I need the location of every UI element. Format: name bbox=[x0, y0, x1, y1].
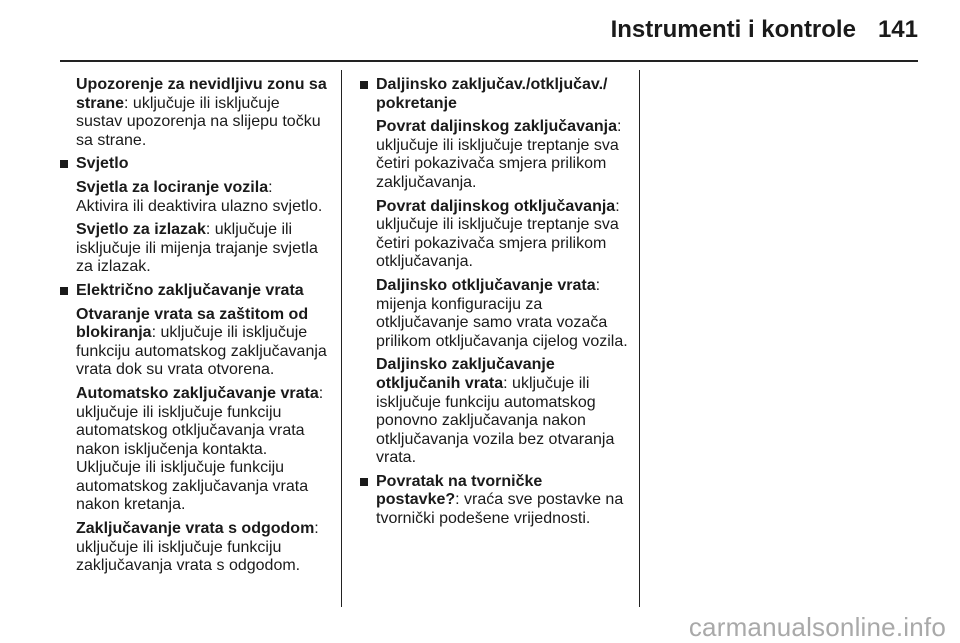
entry-text: : mijenja konfiguraciju za otključavanje samo vrata vozača prilikom otključavanja cijelog vozila. bbox=[376, 276, 628, 350]
entry-auto-door-lock bbox=[56, 385, 328, 515]
entry-term: Zaključavanje vrata s odgodom bbox=[76, 520, 315, 538]
entry-exit-lighting bbox=[56, 221, 328, 277]
bullet-square-icon bbox=[60, 160, 68, 168]
page-number: 141 bbox=[877, 16, 918, 43]
section-power-door-locks bbox=[56, 282, 328, 301]
entry-vehicle-locator-lights bbox=[56, 179, 328, 216]
section-heading: Povratak na tvorničke postavke? bbox=[376, 472, 543, 509]
watermark: carmanualsonline.info bbox=[688, 612, 946, 642]
entry-text: : uključuje ili isključuje sustav upozorenja na slijepu točku sa strane. bbox=[76, 94, 321, 149]
entry-text: : uključuje ili isključuje treptanje sva četiri pokazivača smjera prilikom zaključavanja. bbox=[376, 118, 622, 191]
entry-remote-door-unlock bbox=[356, 277, 628, 351]
column-divider-right bbox=[639, 70, 640, 607]
entry-term: Povrat daljinskog zaključavanja bbox=[376, 118, 617, 136]
entry-text: : vraća sve postavke na tvornički podešene vrijednosti. bbox=[376, 491, 624, 528]
entry-term: Svjetla za lociranje vozila bbox=[76, 178, 269, 196]
page-header bbox=[611, 16, 918, 44]
entry-remote-unlock-feedback bbox=[356, 198, 628, 272]
entry-remote-relock bbox=[356, 356, 628, 468]
section-factory-reset bbox=[356, 473, 628, 529]
entry-term: Daljinsko otključavanje vrata bbox=[376, 276, 596, 294]
bullet-square-icon bbox=[360, 478, 368, 486]
entry-text: : uključuje ili isključuje ili mijenja trajanje svjetla za izlazak. bbox=[76, 221, 318, 276]
section-remote-lock-unlock-start bbox=[356, 76, 628, 113]
page-title: Instrumenti i kontrole bbox=[610, 16, 856, 43]
entry-term: Otvaranje vrata sa zaštitom od blokiranja bbox=[76, 305, 309, 342]
column-1 bbox=[56, 76, 328, 581]
entry-open-door-anti-lockout bbox=[56, 306, 328, 380]
entry-remote-lock-feedback bbox=[356, 118, 628, 192]
entry-text: : uključuje ili isključuje treptanje sva četiri pokazivača smjera prilikom otključavanja. bbox=[376, 197, 620, 271]
column-divider-left bbox=[341, 70, 342, 607]
bullet-square-icon bbox=[60, 287, 68, 295]
section-heading: Svjetlo bbox=[76, 155, 129, 173]
entry-text: : uključuje ili isključuje funkciju automatskog otključavanja vrata nakon isključenja kontakta. Uključuje ili isključuje funkciju automatskog zaključavanja vrata nakon kretanja. bbox=[76, 384, 324, 514]
section-heading: Električno zaključavanje vrata bbox=[76, 281, 304, 299]
entry-blind-spot-warning bbox=[56, 76, 328, 150]
column-2 bbox=[356, 76, 628, 534]
bullet-square-icon bbox=[360, 81, 368, 89]
entry-term: Upozorenje za nevidljivu zonu sa strane bbox=[76, 76, 327, 112]
header-rule bbox=[60, 60, 918, 62]
entry-term: Svjetlo za izlazak bbox=[76, 221, 206, 239]
entry-text: : uključuje ili isključuje funkciju automatskog ponovno zaključavanja nakon otključavanja vozila bez otvaranja vrata. bbox=[376, 374, 615, 467]
section-lighting bbox=[56, 155, 328, 174]
entry-text: : Aktivira ili deaktivira ulazno svjetlo. bbox=[76, 178, 323, 215]
section-heading: Daljinsko zaključav./otključav./ pokretanje bbox=[376, 76, 608, 112]
entry-delayed-door-lock bbox=[56, 520, 328, 576]
entry-term: Automatsko zaključavanje vrata bbox=[76, 384, 319, 402]
entry-text: : uključuje ili isključuje funkciju zaključavanja vrata s odgodom. bbox=[76, 520, 319, 575]
entry-term: Povrat daljinskog otključavanja bbox=[376, 197, 616, 215]
entry-term: Daljinsko zaključavanje otključanih vrata bbox=[376, 356, 555, 392]
entry-text: : uključuje ili isključuje funkciju automatskog zaključavanja vrata dok su vrata otvorena. bbox=[76, 324, 327, 379]
